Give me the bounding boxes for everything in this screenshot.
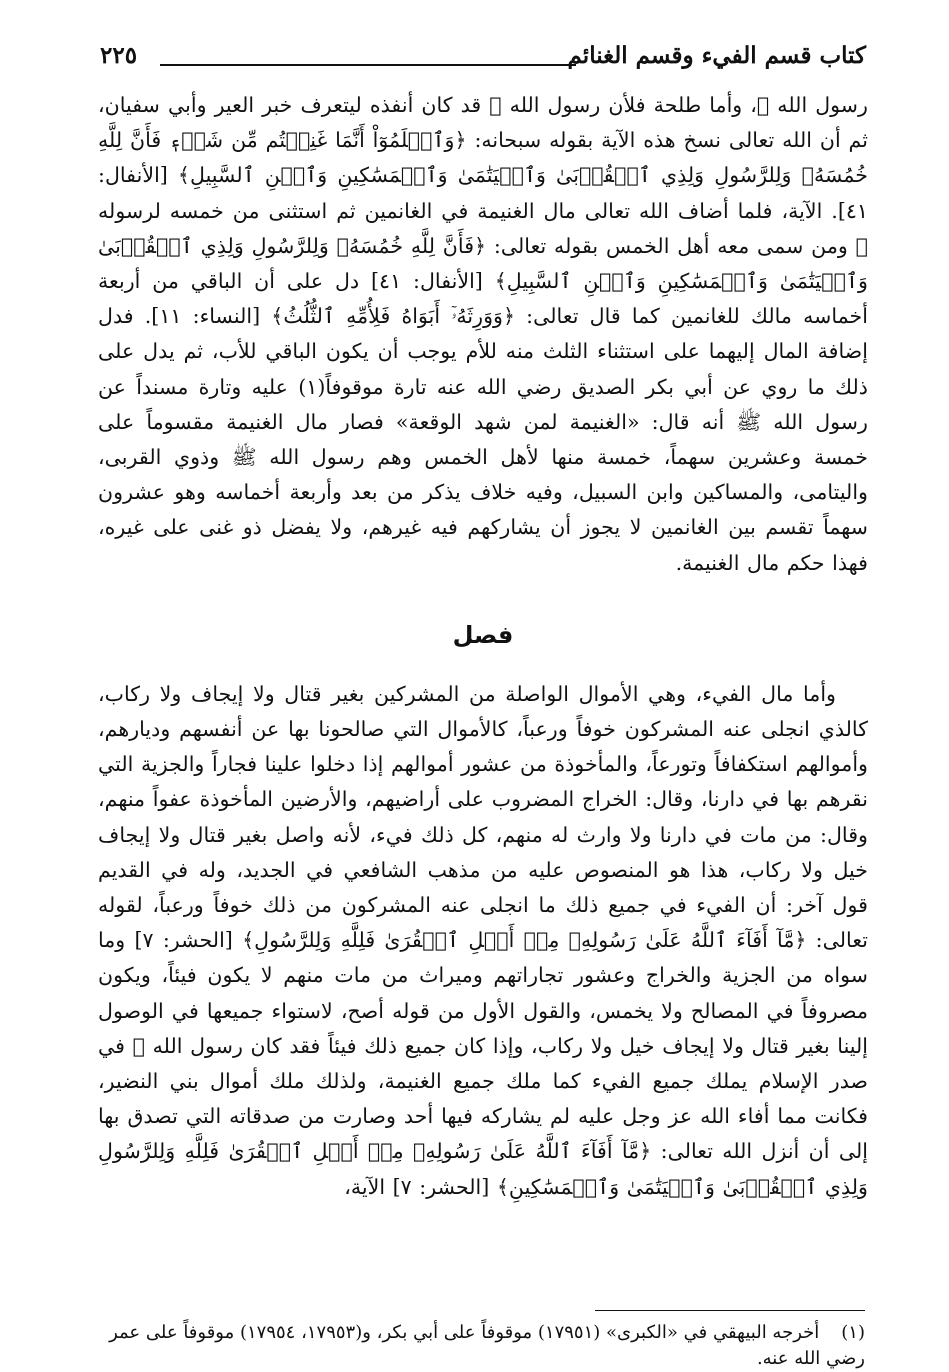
- header-rule: [160, 64, 576, 66]
- paragraph-2: وأما مال الفيء، وهي الأموال الواصلة من المشركين بغير قتال ولا إيجاف ولا ركاب، كالذي انجلى عنه المشركون خوفاً ورعباً، كالأموال التي صالحونا بها عن أنفسهم وديارهم، وأموالهم استكفافاً وتورعاً، والمأخوذة من عشور أموالهم إذا دخلوا علينا فجاراً والجزية التي نقرهم بها في دارنا، وقال: الخراج المضروب على أراضيهم، والأرضين المأخوذة عفواً منهم، وقال: من مات في دارنا ولا وارث له منهم، كل ذلك فيء، لأنه واصل بغير قتال ولا إيجاف خيل ولا ركاب، هذا هو المنصوص عليه من مذهب الشافعي في الجديد، وله في القديم قول آخر: أن الفيء في جميع ذلك ما انجلى عنه المشركون من ذلك خوفاً ورعباً، لقوله تعالى: ﴿مَّآ أَفَآءَ ٱللَّهُ عَلَىٰ رَسُولِهِۦ مِنۡ أَهۡلِ ٱلۡقُرَىٰ فَلِلَّهِ وَلِلرَّسُولِ﴾ [الحشر: ٧] وما سواه من الجزية والخراج وعشور تجاراتهم وميراث من مات منهم لا يكون فيئاً، ويكون مصروفاً في المصالح ولا يخمس، والقول الأول من قوله أصح، لاستواء جميعها في الوصول إلينا بغير قتال ولا إيجاف خيل ولا ركاب، وإذا كان جميع ذلك فيئاً فقد كان رسول الله ﷺ في صدر الإسلام يملك جميع الفيء كما ملك جميع الغنيمة، ولذلك ملك أموال بني النضير، فكانت مما أفاء الله عز وجل عليه لم يشاركه فيها أحد وصارت من صدقاته التي تصدق بها إلى أن أنزل الله تعالى: ﴿مَّآ أَفَآءَ ٱللَّهُ عَلَىٰ رَسُولِهِۦ مِنۡ أَهۡلِ ٱلۡقُرَىٰ فَلِلَّهِ وَلِلرَّسُولِ وَلِذِي ٱلۡقُرۡبَىٰ وَٱلۡيَتَٰمَىٰ وَٱلۡمَسَٰكِينِ﴾ [الحشر: ٧] الآية،: [98, 681, 868, 1199]
- footnote-separator: [595, 1310, 865, 1311]
- footnote-number: (١): [841, 1322, 865, 1343]
- footnote-1: [95, 1320, 865, 1372]
- page-header: [100, 42, 866, 82]
- section-title: فصل: [452, 620, 514, 649]
- footnotes: [95, 1320, 865, 1372]
- page-number: ٢٢٥: [100, 42, 138, 69]
- footnote-text: أخرجه البيهقي في «الكبرى» (١٧٩٥١) موقوفاً على أبي بكر، و(١٧٩٥٣، ١٧٩٥٤) موقوفاً على عمر رضي الله عنه.: [109, 1322, 865, 1369]
- running-title: كتاب قسم الفيء وقسم الغنائم: [567, 42, 866, 69]
- page-body: [98, 88, 868, 1205]
- paragraph-1: رسول الله ﷺ، وأما طلحة فلأن رسول الله ﷺ قد كان أنفذه ليتعرف خبر العير وأبي سفيان، ثم أن الله تعالى نسخ هذه الآية بقوله سبحانه: ﴿وَٱعۡلَمُوٓاْ أَنَّمَا غَنِمۡتُم مِّن شَيۡءٖ فَأَنَّ لِلَّهِ خُمُسَهُۥ وَلِلرَّسُولِ وَلِذِي ٱلۡقُرۡبَىٰ وَٱلۡيَتَٰمَىٰ وَٱلۡمَسَٰكِينِ وَٱبۡنِ ٱلسَّبِيلِ﴾ [الأنفال: ٤١]. الآية، فلما أضاف الله تعالى مال الغنيمة في الغانمين ثم استثنى من خمسه لرسوله ﷺ ومن سمى معه أهل الخمس بقوله تعالى: ﴿فَأَنَّ لِلَّهِ خُمُسَهُۥ وَلِلرَّسُولِ وَلِذِي ٱلۡقُرۡبَىٰ وَٱلۡيَتَٰمَىٰ وَٱلۡمَسَٰكِينِ وَٱبۡنِ ٱلسَّبِيلِ﴾ [الأنفال: ٤١] دل على أن الباقي من أربعة أخماسه مالك للغانمين كما قال تعالى: ﴿وَوَرِثَهُۥٓ أَبَوَاهُ فَلِأُمِّهِ ٱلثُّلُثُ﴾ [النساء: ١١]. فدل إضافة المال إليهما على استثناء الثلث منه للأم يوجب أن يكون الباقي للأب، ثم يدل على ذلك ما روي عن أبي بكر الصديق رضي الله عنه تارة موقوفاً(١) عليه وتارة مسنداً عن رسول الله ﷺ أنه قال: «الغنيمة لمن شهد الوقعة» فصار مال الغنيمة مقسوماً على خمسة وعشرين سهماً، خمسة منها لأهل الخمس وهم رسول الله ﷺ وذوي القربى، واليتامى، والمساكين وابن السبيل، وفيه خلاف يذكر من بعد وأربعة أخماسه وهو عشرون سهماً تقسم بين الغانمين لا يجوز أن يشاركهم فيه غيرهم، ولا يفضل ذو غنى على غيره، فهذا حكم مال الغنيمة.: [98, 93, 868, 575]
